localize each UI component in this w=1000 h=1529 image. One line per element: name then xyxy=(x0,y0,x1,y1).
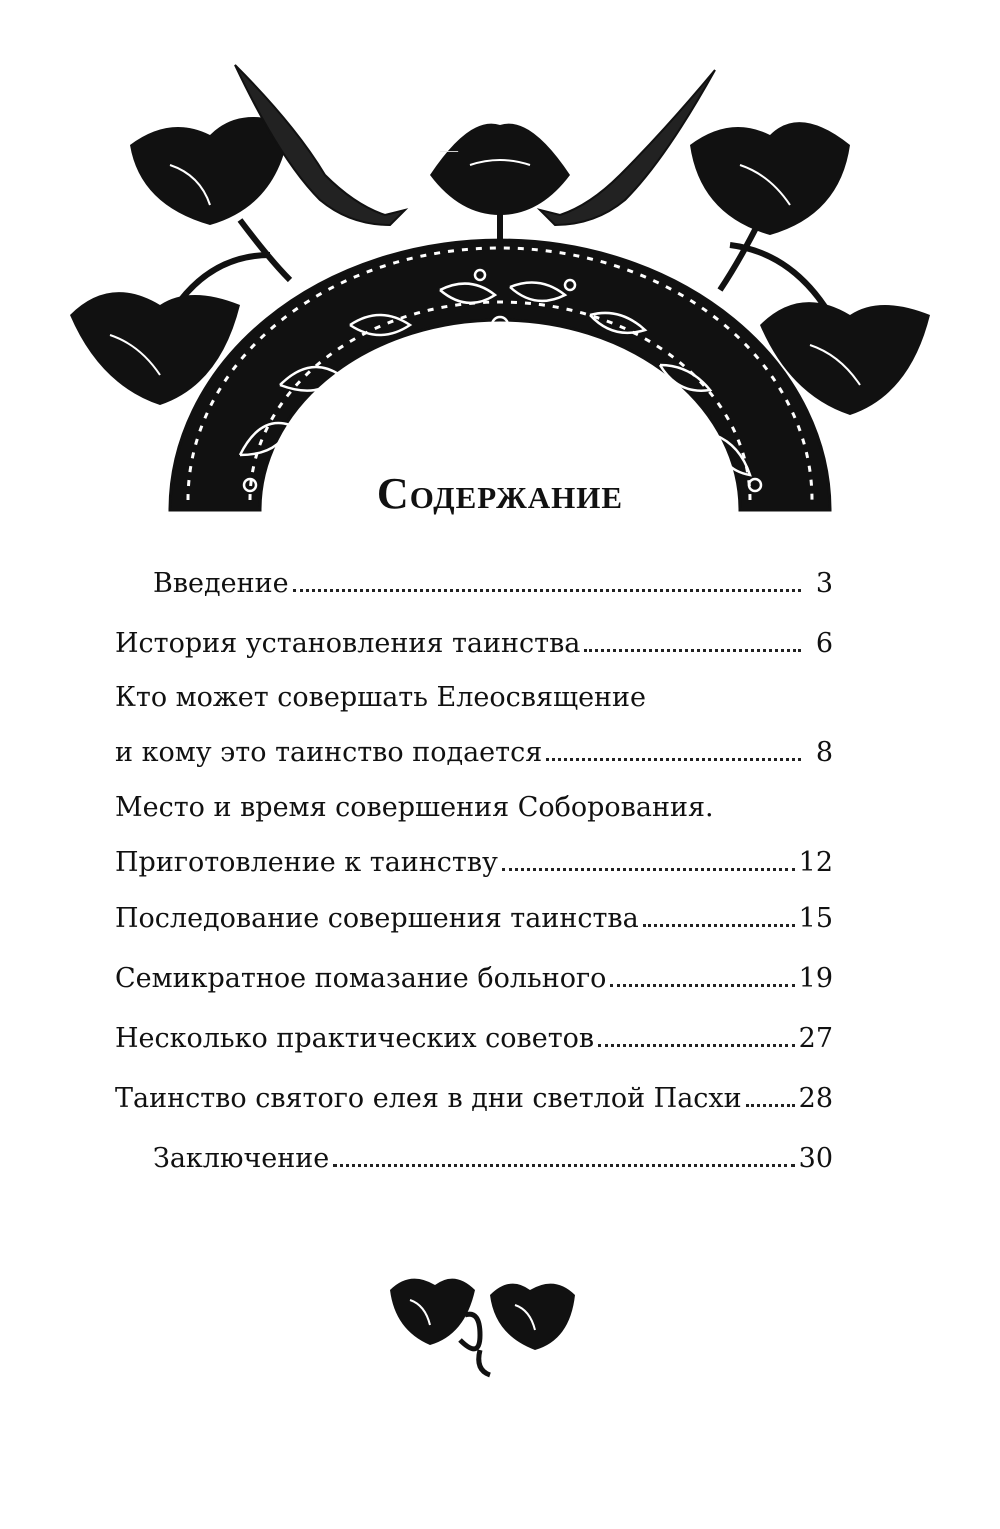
toc-entry-title: Последование совершения таинства xyxy=(115,901,639,937)
page-number: 8 xyxy=(815,737,833,768)
toc-entry-title: Введение xyxy=(153,566,289,602)
dot-leader xyxy=(643,900,795,927)
page-number: 27 xyxy=(798,1023,833,1054)
dot-leader xyxy=(584,625,801,652)
toc-entry-title: История установления таинства xyxy=(115,626,580,662)
toc-entry[interactable] xyxy=(115,1080,833,1116)
dot-leader xyxy=(333,1140,794,1167)
page-number: 3 xyxy=(815,568,833,599)
page-number: 19 xyxy=(798,963,833,994)
page-number: 30 xyxy=(798,1143,833,1174)
page-number: 12 xyxy=(798,847,833,878)
toc-entry[interactable] xyxy=(115,900,833,936)
toc-entry-title: Кто может совершать Елеосвящение xyxy=(115,682,647,713)
toc-entry-title: и кому это таинство подается xyxy=(115,735,542,771)
toc-entry[interactable] xyxy=(115,565,833,601)
toc-entry[interactable] xyxy=(115,960,833,996)
dot-leader xyxy=(598,1020,795,1047)
dot-leader xyxy=(546,734,801,761)
toc-entry[interactable] xyxy=(115,790,833,880)
toc-entry-title: Несколько практических советов xyxy=(115,1021,594,1057)
page-title: Содержание xyxy=(376,469,624,518)
toc-entry-title: Таинство святого елея в дни светлой Пасхи xyxy=(115,1081,742,1117)
toc-entry[interactable] xyxy=(115,1140,833,1176)
dot-leader xyxy=(293,565,801,592)
toc-entry-title: Семикратное помазание больного xyxy=(115,961,606,997)
page-number: 15 xyxy=(798,903,833,934)
page-number: 28 xyxy=(798,1083,833,1114)
dot-leader xyxy=(502,844,795,871)
show-through-texture: — xyxy=(440,140,458,160)
arch-ornament-icon xyxy=(50,55,950,525)
toc-entry[interactable] xyxy=(115,1020,833,1056)
dot-leader xyxy=(746,1080,795,1107)
toc-entry-title: Место и время совершения Соборования. xyxy=(115,792,714,823)
toc-entry[interactable] xyxy=(115,625,833,661)
toc-entry-title: Приготовление к таинству xyxy=(115,845,498,881)
flower-sprig-icon xyxy=(380,1270,580,1380)
dot-leader xyxy=(610,960,794,987)
toc-entry[interactable] xyxy=(115,680,833,770)
page-number: 6 xyxy=(815,628,833,659)
toc-entry-title: Заключение xyxy=(153,1141,329,1177)
